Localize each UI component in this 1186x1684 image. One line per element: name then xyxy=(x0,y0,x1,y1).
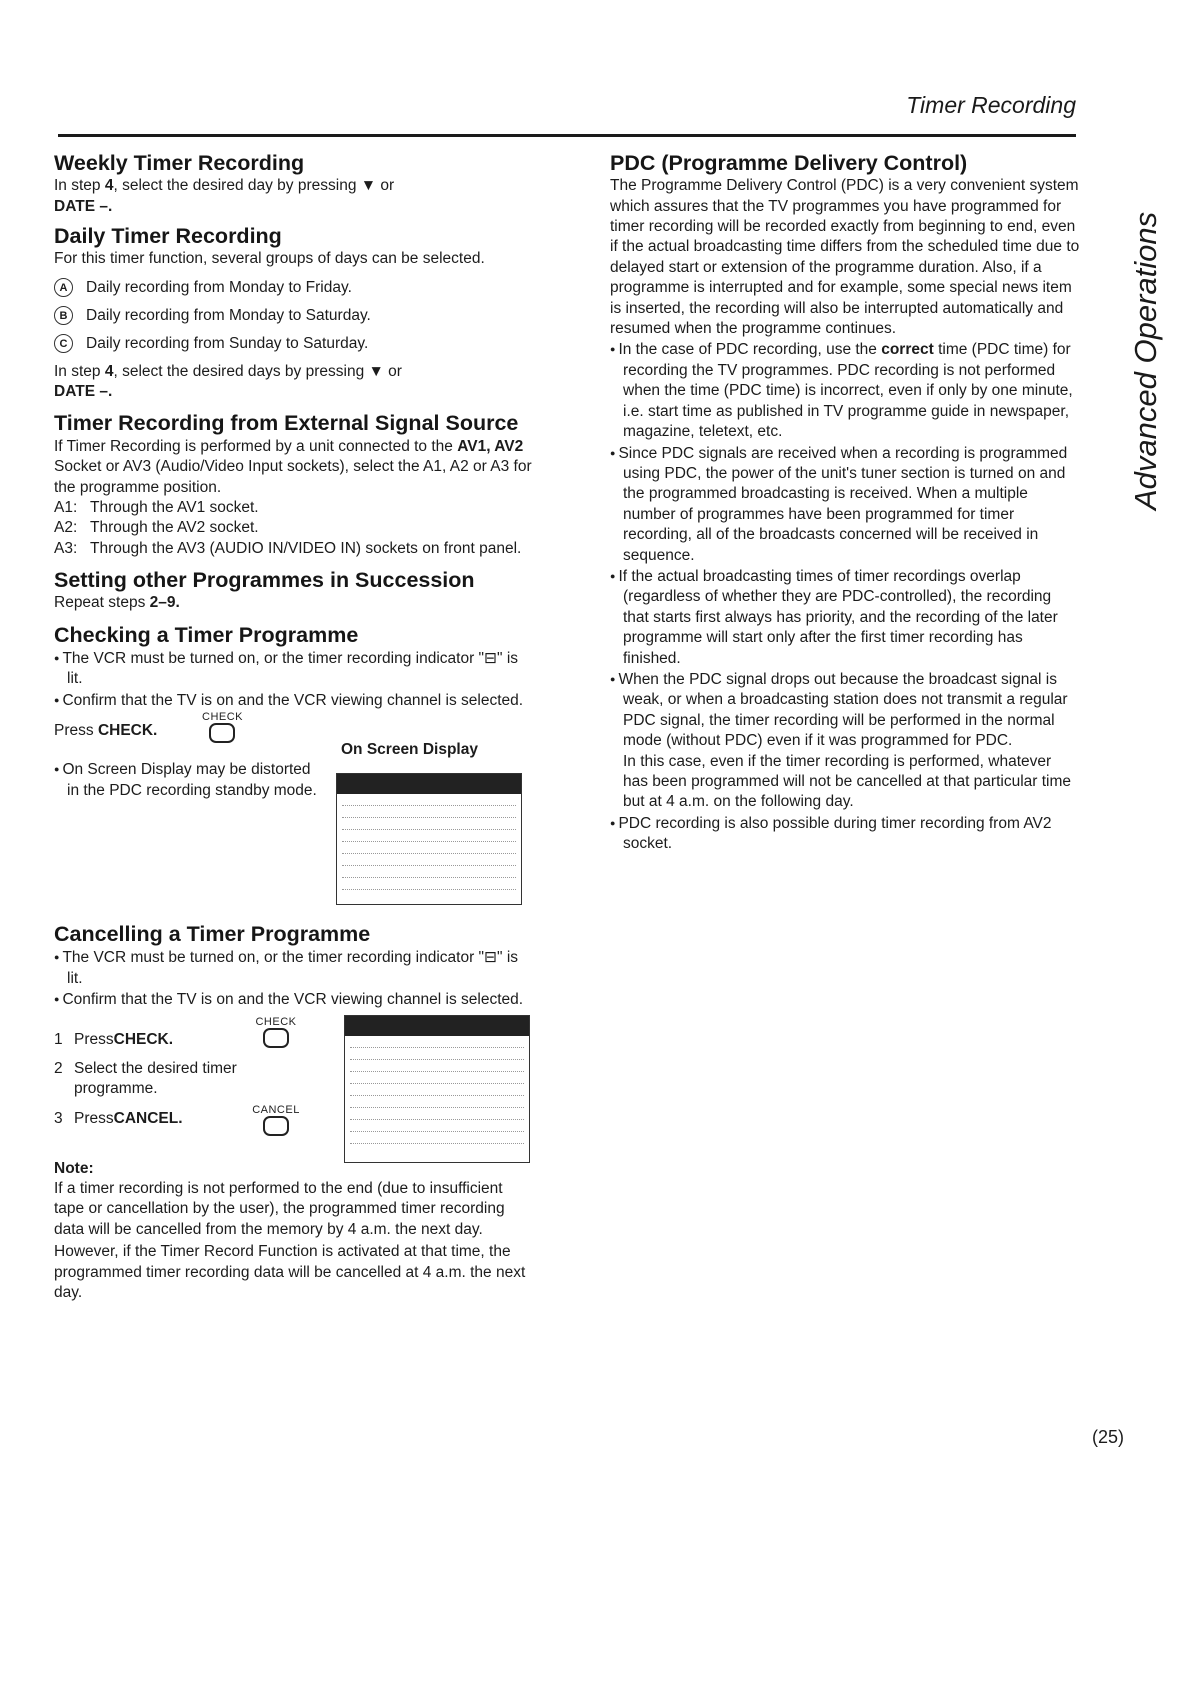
cancelling-bullet-2: ● Confirm that the TV is on and the VCR viewing channel is selected. xyxy=(54,989,534,1010)
external-heading: Timer Recording from External Signal Source xyxy=(54,411,519,436)
osd-title: On Screen Display xyxy=(341,741,478,759)
daily-option-b: B Daily recording from Monday to Saturday. xyxy=(54,306,534,326)
pdc-bullet-3: ● If the actual broadcasting times of timer recordings overlap (regardless of whether they are PDC-controlled), the recording that starts first always has priority, and the recording of the later programme will start only after the first timer recording has finished. xyxy=(610,566,1080,669)
external-item-a1: A1: Through the AV1 socket. xyxy=(54,498,259,516)
cancel-screen-bar xyxy=(345,1016,529,1036)
external-intro: If Timer Recording is performed by a unit connected to the AV1, AV2 Socket or AV3 (Audio/Video Input sockets), select the A1, A2 or A3 for the programme position. xyxy=(54,437,532,496)
cancel-check-icon xyxy=(263,1028,289,1048)
circle-c-icon: C xyxy=(54,334,73,353)
cancel-screen-image xyxy=(344,1015,530,1163)
checking-heading: Checking a Timer Programme xyxy=(54,622,359,647)
cancel-button-label: CANCEL xyxy=(252,1103,300,1116)
cancel-check-button xyxy=(254,1016,298,1053)
note-title: Note: xyxy=(54,1159,94,1177)
note-text-1: If a timer recording is not performed to the end (due to insufficient tape or cancellation by the user), the programmed timer recording data will be cancelled from the memory by 4 a.m. the next day. xyxy=(54,1180,505,1238)
pdc-bullet-2: ● Since PDC signals are received when a recording is programmed using PDC, the power of the unit's tuner section is turned on and the programmed broadcasting is received. When a multiple number of programmes have been programmed for timer recording, all of the broadcasts concerned will be received in sequence. xyxy=(610,443,1080,566)
cancel-check-label: CHECK xyxy=(255,1015,297,1028)
daily-intro: For this timer function, several groups of days can be selected. xyxy=(54,250,485,268)
pdc-bullet-4: ● When the PDC signal drops out because the broadcast signal is weak, or when a broadcasting station does not transmit a regular PDC signal, the timer recording will be performed in the normal mode (without PDC) even if it was programmed for PDC. xyxy=(610,669,1080,752)
weekly-text: In step 4, select the desired day by pressing ▼ or DATE –. xyxy=(54,177,395,215)
external-item-a3: A3: Through the AV3 (AUDIO IN/VIDEO IN) sockets on front panel. xyxy=(54,539,522,557)
succession-heading: Setting other Programmes in Succession xyxy=(54,568,475,593)
cancel-step-2: 2 Select the desired timer programme. xyxy=(54,1059,237,1098)
osd-screen-bar xyxy=(337,774,521,794)
cancelling-bullet-1: ● The VCR must be turned on, or the timer recording indicator "⊟" is lit. xyxy=(54,947,534,989)
note-text-2: However, if the Timer Record Function is activated at that time, the programmed timer recording data will be cancelled at 4 a.m. the next day. xyxy=(54,1243,526,1302)
weekly-heading: Weekly Timer Recording xyxy=(54,151,305,175)
right-column xyxy=(610,150,1080,855)
daily-option-a: A Daily recording from Monday to Friday. xyxy=(54,278,534,298)
pdc-heading: PDC (Programme Delivery Control) xyxy=(610,151,968,175)
page-header-title: Timer Recording xyxy=(906,92,1076,118)
osd-screen-rows xyxy=(337,794,521,890)
header-rule xyxy=(58,134,1076,137)
daily-option-c: C Daily recording from Sunday to Saturday. xyxy=(54,334,534,354)
side-tab-advanced-operations: Advanced Operations xyxy=(1128,211,1163,510)
circle-a-icon: A xyxy=(54,278,73,297)
daily-heading: Daily Timer Recording xyxy=(54,224,282,249)
cancelling-steps-block xyxy=(54,1011,534,1151)
left-column xyxy=(54,150,534,1303)
daily-step-text: In step 4, select the desired days by pressing ▼ or DATE –. xyxy=(54,362,402,401)
check-button-icon xyxy=(209,723,235,743)
external-item-a2: A2: Through the AV2 socket. xyxy=(54,519,259,537)
cancel-button-icon xyxy=(263,1116,289,1136)
cancel-step-1: 1 Press CHECK. xyxy=(54,1030,174,1048)
circle-b-icon: B xyxy=(54,306,73,325)
cancel-step-3: 3 Press CANCEL. xyxy=(54,1109,183,1127)
cancel-screen-rows xyxy=(345,1036,529,1144)
cancel-button xyxy=(252,1104,300,1141)
succession-text: Repeat steps 2–9. xyxy=(54,594,180,612)
checking-bullet-1: ● The VCR must be turned on, or the timer recording indicator "⊟" is lit. xyxy=(54,648,534,690)
check-button-label: CHECK xyxy=(202,711,244,724)
checking-osd-note: ● On Screen Display may be distorted in the PDC recording standby mode. xyxy=(54,759,317,801)
osd-screen-image xyxy=(336,773,522,905)
cancelling-heading: Cancelling a Timer Programme xyxy=(54,922,371,947)
checking-bullet-2: ● Confirm that the TV is on and the VCR viewing channel is selected. xyxy=(54,690,534,711)
pdc-bullet-4-cont: In this case, even if the timer recording is performed, whatever has been programmed will not be cancelled at that particular time but at 4 a.m. on the following day. xyxy=(623,752,1072,811)
checking-block xyxy=(54,711,534,916)
pdc-bullet-1: ● In the case of PDC recording, use the correct time (PDC time) for recording the TV programmes. PDC recording is not performed when the time (PDC time) is incorrect, even if only by one minute, i.e. start time as published in TV programme guide in newspaper, magazine, teletext, etc. xyxy=(610,339,1080,442)
pdc-intro: The Programme Delivery Control (PDC) is a very convenient system which assures that the TV programmes you have programmed for timer recording will be recorded exactly from beginning to end, even if the actual broadcasting time differs from the scheduled time due to delayed start or extension of the programme duration. Also, if a programme is interrupted and for example, some special news item is inserted, the recording will also be interrupted automatically and resumed when the programme continues. xyxy=(610,177,1080,338)
page-number: (25) xyxy=(1092,1427,1125,1447)
checking-press: Press CHECK. xyxy=(54,722,158,740)
check-button xyxy=(202,711,242,748)
pdc-bullet-5: ● PDC recording is also possible during timer recording from AV2 socket. xyxy=(610,813,1080,855)
